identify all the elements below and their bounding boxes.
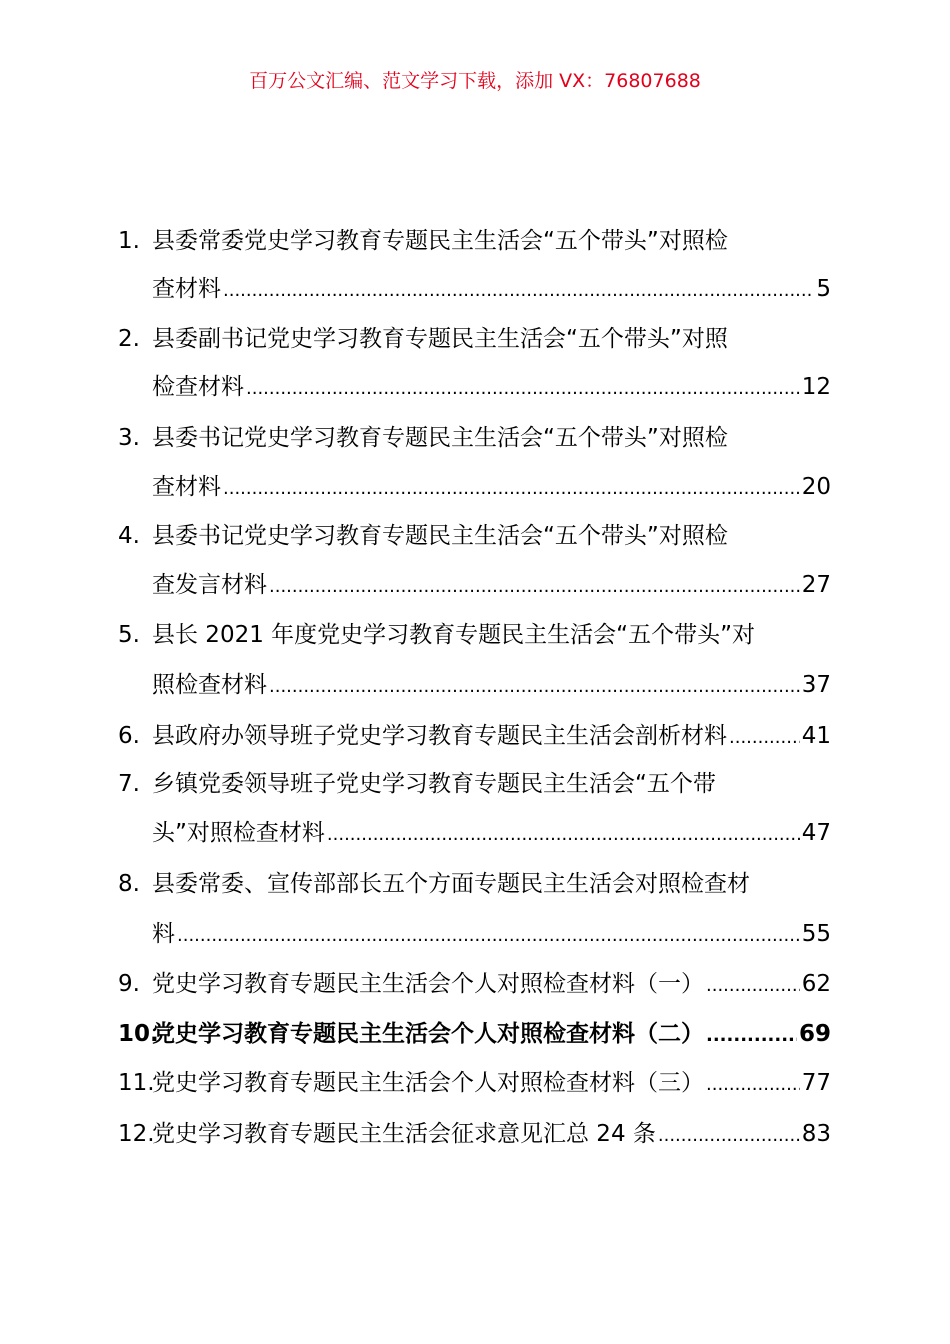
toc-entry-continuation[interactable] <box>152 916 831 952</box>
dot-leader <box>327 815 800 853</box>
page-number: 5 <box>816 276 831 302</box>
page-number: 41 <box>801 723 831 749</box>
toc-title[interactable]: 县委副书记党史学习教育专题民主生活会“五个带头”对照 <box>152 326 728 352</box>
dot-leader <box>729 718 800 756</box>
page-number: 77 <box>801 1070 831 1096</box>
toc-title[interactable]: 乡镇党委领导班子党史学习教育专题民主生活会“五个带 <box>152 771 716 797</box>
toc-number: 8. <box>118 871 140 897</box>
toc-entry-continuation[interactable] <box>152 469 831 505</box>
page-number: 69 <box>798 1021 831 1047</box>
toc-number: 4. <box>118 523 140 549</box>
toc-title: 党史学习教育专题民主生活会个人对照检查材料（三） <box>152 1070 704 1096</box>
toc-title: 党史学习教育专题民主生活会个人对照检查材料（二） <box>152 1021 704 1047</box>
toc-title[interactable]: 县委书记党史学习教育专题民主生活会“五个带头”对照检 <box>152 523 728 549</box>
toc-number: 10. <box>118 1021 159 1047</box>
toc-entry[interactable] <box>152 718 831 754</box>
dot-leader <box>658 1116 800 1154</box>
toc-title: 党史学习教育专题民主生活会征求意见汇总 24 条 <box>152 1121 656 1147</box>
page-number: 62 <box>801 971 831 997</box>
toc-title[interactable]: 县委常委党史学习教育专题民主生活会“五个带头”对照检 <box>152 228 728 254</box>
toc-number: 9. <box>118 971 140 997</box>
dot-leader <box>177 916 800 954</box>
toc-entry-continuation[interactable] <box>152 815 831 851</box>
toc-title[interactable]: 县委书记党史学习教育专题民主生活会“五个带头”对照检 <box>152 425 728 451</box>
toc-title-continued: 料 <box>152 921 175 947</box>
toc-title-continued: 查材料 <box>152 474 221 500</box>
toc-entry[interactable] <box>152 1065 831 1101</box>
page-number: 20 <box>801 474 831 500</box>
toc-title-continued: 查发言材料 <box>152 572 267 598</box>
toc-entry-continuation[interactable] <box>152 369 831 405</box>
toc-entry-continuation[interactable] <box>152 667 831 703</box>
page-number: 27 <box>801 572 831 598</box>
toc-title: 党史学习教育专题民主生活会个人对照检查材料（一） <box>152 971 704 997</box>
toc-entry-continuation[interactable] <box>152 271 831 307</box>
toc-number: 7. <box>118 771 140 797</box>
dot-leader <box>223 271 814 309</box>
toc-title-continued: 查材料 <box>152 276 221 302</box>
toc-number: 1. <box>118 228 140 254</box>
toc-title[interactable]: 县长 2021 年度党史学习教育专题民主生活会“五个带头”对 <box>152 622 755 648</box>
dot-leader <box>706 1016 797 1054</box>
page-number: 12 <box>801 374 831 400</box>
toc-title-continued: 照检查材料 <box>152 672 267 698</box>
toc-entry-continuation[interactable] <box>152 567 831 603</box>
dot-leader <box>269 667 800 705</box>
toc-number: 5. <box>118 622 140 648</box>
toc-number: 3. <box>118 425 140 451</box>
page-number: 47 <box>801 820 831 846</box>
page-number: 37 <box>801 672 831 698</box>
toc-number: 2. <box>118 326 140 352</box>
toc-number: 6. <box>118 723 140 749</box>
toc-entry[interactable] <box>152 966 831 1002</box>
toc-title[interactable]: 县委常委、宣传部部长五个方面专题民主生活会对照检查材 <box>152 871 750 897</box>
toc-number: 12. <box>118 1121 155 1147</box>
dot-leader <box>706 966 800 1004</box>
toc-entry[interactable] <box>152 1016 831 1052</box>
page-number: 83 <box>801 1121 831 1147</box>
toc-title-continued: 检查材料 <box>152 374 244 400</box>
dot-leader <box>269 567 800 605</box>
toc-title: 县政府办领导班子党史学习教育专题民主生活会剖析材料 <box>152 723 727 749</box>
page-number: 55 <box>801 921 831 947</box>
header-watermark-text: 百万公文汇编、范文学习下载，添加 VX：76807688 <box>249 70 701 92</box>
toc-title-continued: 头”对照检查材料 <box>152 820 325 846</box>
dot-leader <box>223 469 800 507</box>
toc-number: 11. <box>118 1070 155 1096</box>
dot-leader <box>246 369 800 407</box>
dot-leader <box>706 1065 800 1103</box>
toc-entry[interactable] <box>152 1116 831 1152</box>
